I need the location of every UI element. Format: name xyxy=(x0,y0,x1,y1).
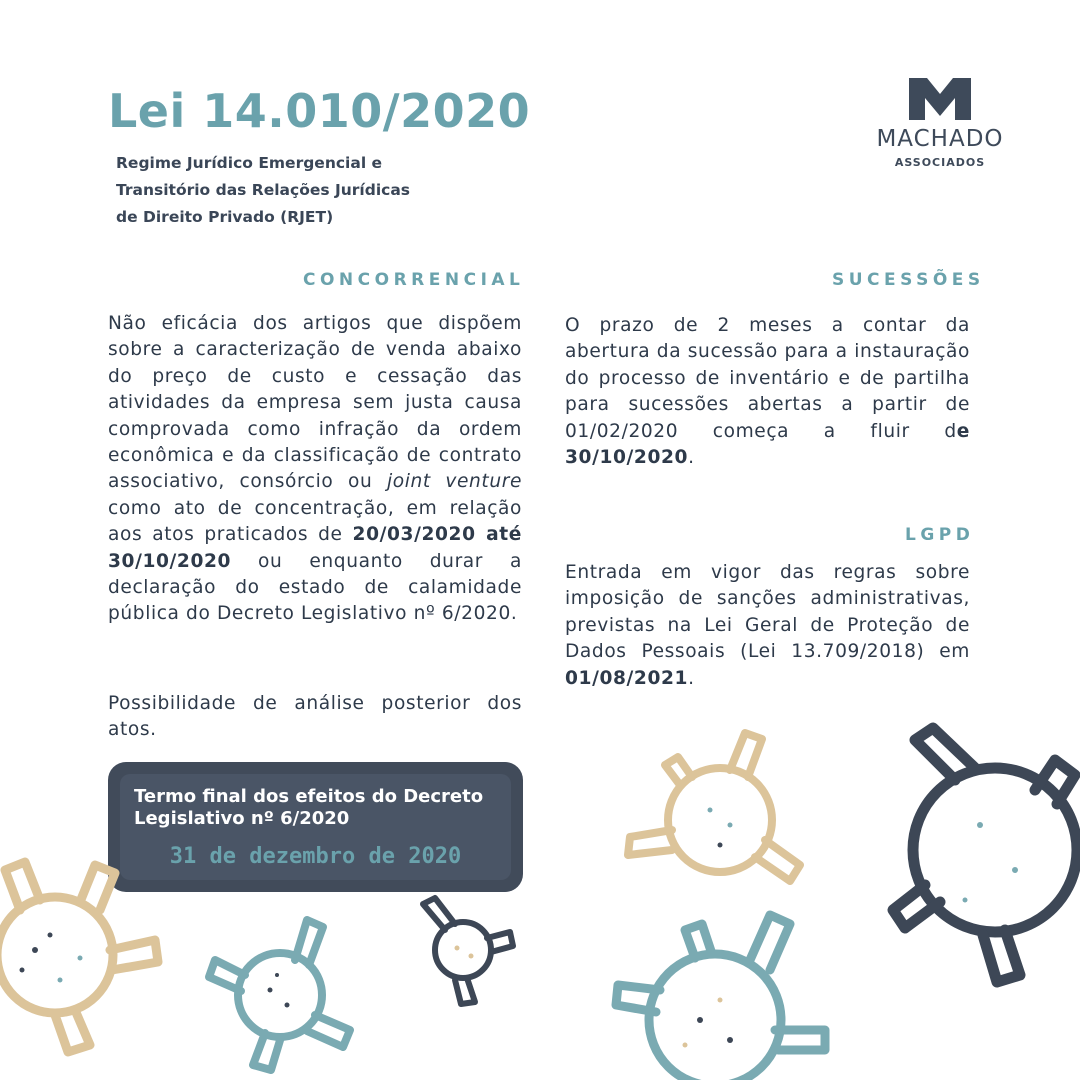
logo-mark-icon xyxy=(909,78,971,120)
virus-illustration-sand-right xyxy=(620,725,820,905)
concorrencial-paragraph: Não eficácia dos artigos que dispõem sobre a caracterização de venda abaixo do preço de custo e cessação das atividades da empresa sem justa causa comprovada como infração da ordem econômica e da classificação de contrato associativo, consórcio ou joint venture como ato de concentração, em relação aos atos praticados de 20/03/2020 até 30/10/2020 ou enquanto durar a declaração do estado de calamidade pública do Decreto Legislativo nº 6/2020. xyxy=(108,313,522,625)
virus-illustration-sand-left xyxy=(0,840,180,1060)
page-title: Lei 14.010/2020 xyxy=(108,84,531,138)
subtitle-line: de Direito Privado (RJET) xyxy=(116,208,334,226)
page-subtitle xyxy=(116,150,436,231)
subtitle-line: Transitório das Relações Jurídicas xyxy=(116,181,411,199)
section-heading-concorrencial: CONCORRENCIAL xyxy=(303,270,525,290)
deadline-label: Termo final dos efeitos do Decreto Legislativo nº 6/2020 xyxy=(134,786,484,829)
subtitle-line: Regime Jurídico Emergencial e xyxy=(116,154,383,172)
virus-illustration-teal-large xyxy=(600,900,840,1080)
logo-subname: ASSOCIADOS xyxy=(894,156,986,169)
logo-name: MACHADO xyxy=(876,126,1004,152)
virus-illustration-dark-large xyxy=(885,720,1080,990)
deadline-date: 31 de dezembro de 2020 xyxy=(169,844,462,869)
concorrencial-note: Possibilidade de análise posterior dos atos. xyxy=(108,693,522,741)
lgpd-paragraph: Entrada em vigor das regras sobre imposição de sanções administrativas, previstas na Lei Geral de Proteção de Dados Pessoais (Lei 13.709/2018) em 01/08/2021. xyxy=(565,562,970,689)
sucessoes-paragraph: O prazo de 2 meses a contar da abertura da sucessão para a instauração do processo de inventário e de partilha para sucessões abertas a partir de 01/02/2020 começa a fluir de 30/10/2020. xyxy=(565,315,970,469)
virus-illustration-dark-small xyxy=(405,890,525,1010)
virus-illustration-teal-small xyxy=(195,905,365,1075)
company-logo xyxy=(872,78,1008,169)
section-heading-sucessoes: SUCESSÕES xyxy=(832,270,985,290)
section-heading-lgpd: LGPD xyxy=(905,525,975,545)
